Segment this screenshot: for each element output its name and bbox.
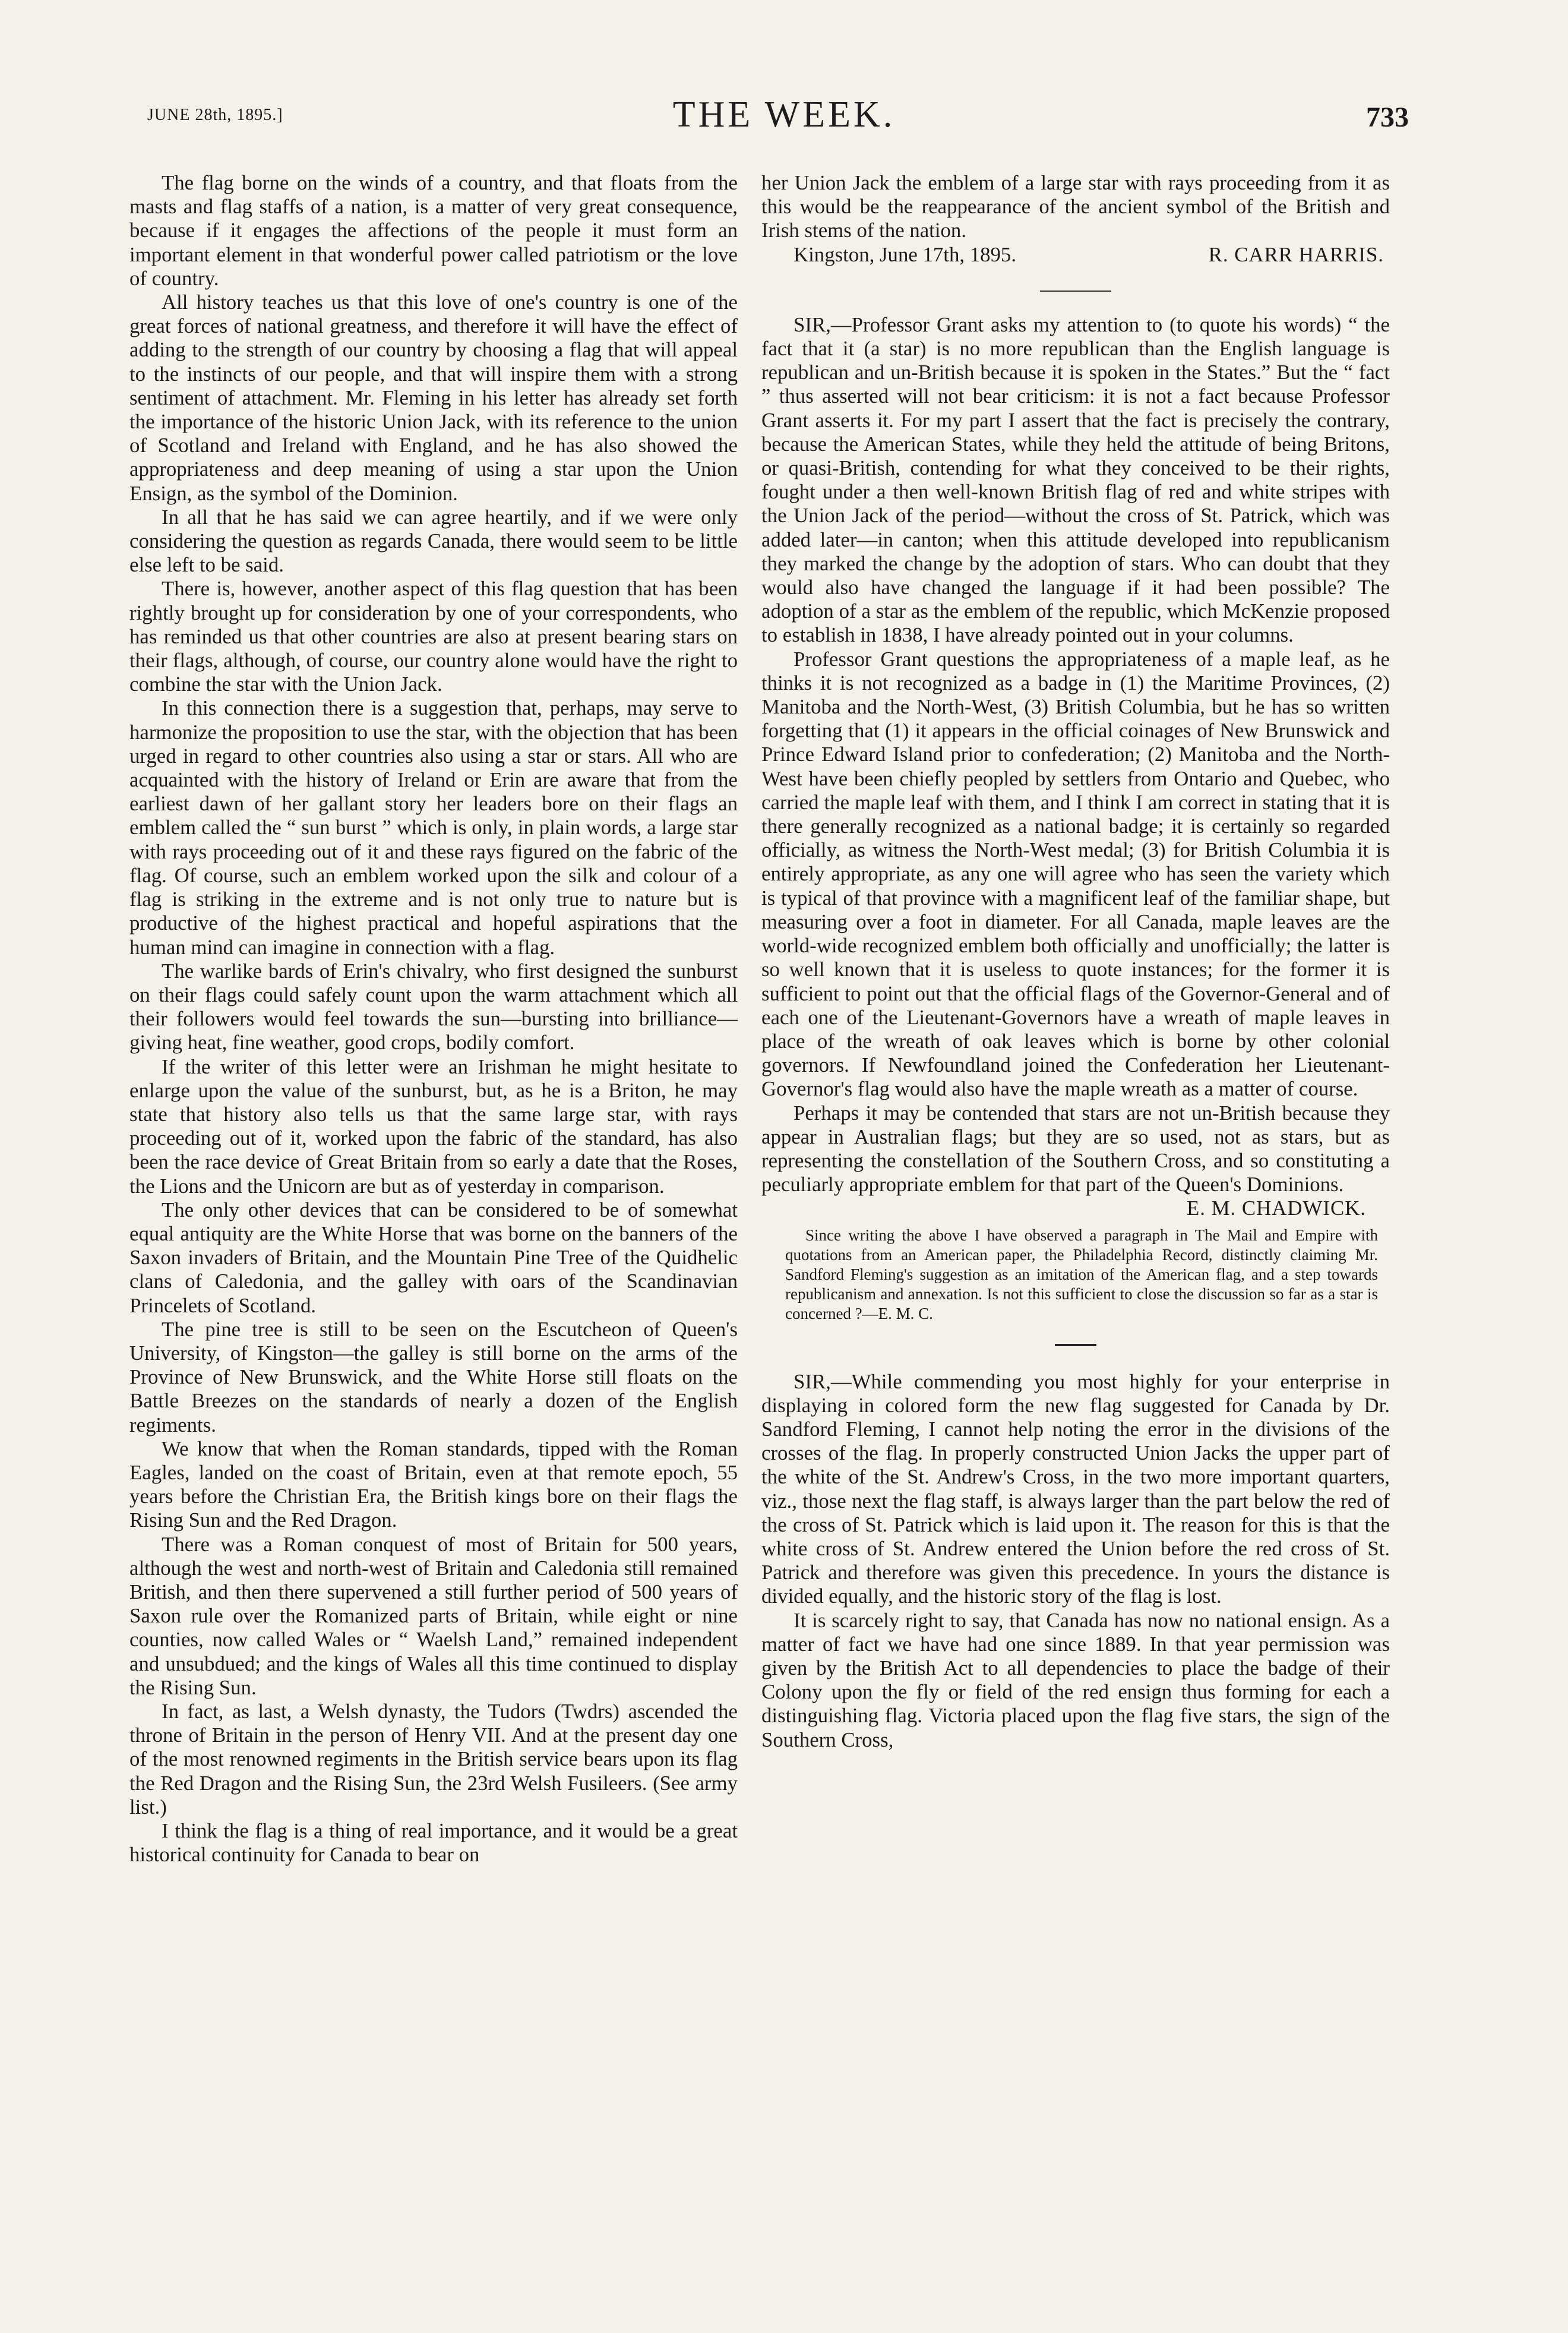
letter-signature: E. M. CHADWICK. [1186,1197,1366,1220]
paragraph: In this connection there is a suggestion that, perhaps, may serve to harmonize the proposition to use the star, with the objection that has been urged in regard to other countries also using a star or stars. All who are acquainted with the history of Ireland or Erin are aware that from the earliest dawn of her gallant story her leaders bore on their flags an emblem called the “ sun burst ” which is only, in plain words, a large star with rays proceeding out of it and these rays figured on the fabric of the flag. Of course, such an emblem worked upon the silk and colour of a flag is striking in the extreme and is not only true to nature but is productive of the highest practical and hopeful aspirations that the human mind can imagine in connection with a flag. [129,696,738,959]
letter-paragraph: SIR,—While commending you most highly for your enterprise in displaying in colored form the new flag suggested for Canada by Dr. Sandford Fleming, I cannot help noting the error in the divisions of the crosses of the flag. In properly constructed Union Jacks the upper part of the white of the St. Andrew's Cross, in the two more important quarters, viz., those next the flag staff, is always larger than the part below the red of the cross of St. Patrick which is laid upon it. The reason for this is that the white cross of St. Andrew entered the Union before the red cross of St. Patrick and therefore was given this precedence. In yours the distance is divided equally, and the historic story of the flag is lost. [761,1369,1390,1608]
paragraph: There is, however, another aspect of this flag question that has been rightly brought up for consideration by one of your correspondents, who has reminded us that other countries are also at present bearing stars on their flags, although, of course, our country alone would have the right to combine the star with the Union Jack. [129,577,738,696]
page-number: 733 [1366,102,1409,133]
postscript-text: Since writing the above I have observed a paragraph in The Mail and Empire with quotations from an American paper, the Philadelphia Record, distinctly claiming Mr. Sandford Fleming's suggestion as an imitation of the American flag, and a step towards republicanism and annexation. Is not this sufficient to close the discussion so far as a star is concerned ?—E. M. C. [785,1226,1378,1322]
paragraph: The warlike bards of Erin's chivalry, who first designed the sunburst on their flags could safely count upon the warm attachment which all their followers would feel towards the sun—bursting into brilliance—giving heat, fine weather, good crops, bodily comfort. [129,959,738,1055]
letter-signoff [761,243,1390,267]
paragraph: There was a Roman conquest of most of Britain for 500 years, although the west and north-west of Britain and Caledonia still remained British, and then there supervened a still further period of 500 years of Saxon rule over the Romanized parts of Britain, while eight or nine counties, now called Wales or “ Waelsh Land,” remained independent and unsubdued; and the kings of Wales all this time continued to display the Rising Sun. [129,1532,738,1699]
letter-place-date: Kingston, June 17th, 1895. [794,242,1017,266]
issue-date: JUNE 28th, 1895.] [147,106,283,124]
postscript-note [761,1221,1390,1324]
letter-paragraph: SIR,—Professor Grant asks my attention to (to quote his words) “ the fact that it (a star) is no more republican than the English language is republican and un-British because it is spoken in the States.” But the “ fact ” thus asserted will not bear criticism: it is not a fact because Professor Grant asserts it. For my part I assert that the fact is precisely the contrary, because the American States, while they held the attitude of being Britons, or quasi-British, contending for what they conceived to be their rights, fought under a then well-known British flag of red and white stripes with the Union Jack of the period—without the cross of St. Patrick, which was added later—in canton; when this attitude developed into republicanism they marked the change by the adoption of stars. Who can doubt that they would also have changed the language if it had been possible? The adoption of a star as the emblem of the republic, which McKenzie proposed to establish in 1838, I have already pointed out in your columns. [761,312,1390,647]
paragraph: I think the flag is a thing of real importance, and it would be a great historical continuity for Canada to bear on [129,1819,738,1867]
continuation-paragraph: her Union Jack the emblem of a large star with rays proceeding from it as this would be the reappearance of the ancient symbol of the British and Irish stems of the nation. [761,171,1390,242]
letter-paragraph: It is scarcely right to say, that Canada has now no national ensign. As a matter of fact we have had one since 1889. In that year permission was given by the British Act to all dependencies to place the badge of their Colony upon the fly or field of the red ensign thus forming for each a distinguishing flag. Victoria placed upon the flag five stars, the sign of the Southern Cross, [761,1608,1390,1751]
paragraph: The only other devices that can be considered to be of somewhat equal antiquity are the White Horse that was borne on the banners of the Saxon invaders of Britain, and the Mountain Pine Tree of the Quidhelic clans of Caledonia, and the galley with oars of the Scandinavian Princelets of Scotland. [129,1198,738,1317]
paragraph: The flag borne on the winds of a country, and that floats from the masts and flag staffs of a nation, is a matter of very great consequence, because if it engages the affections of the people it must form an important element in that wonderful power called patriotism or the love of country. [129,171,738,290]
section-divider [1040,291,1111,292]
letter-paragraph: Perhaps it may be contended that stars are not un-British because they appear in Australian flags; but they are so used, not as stars, but as representing the constellation of the Southern Cross, and so constituting a peculiarly appropriate emblem for that part of the Queen's Dominions. [761,1101,1390,1197]
masthead-title: THE WEEK. [672,94,896,135]
paragraph: All history teaches us that this love of one's country is one of the great forces of national greatness, and therefore it will have the effect of adding to the strength of our country by choosing a flag that will appeal to the instincts of our people, and that will inspire them with a strong sentiment of attachment. Mr. Fleming in his letter has already set forth the importance of the historic Union Jack, with its reference to the union of Scotland and Ireland with England, and he has also showed the appropriateness and deep meaning of using a star upon the Union Ensign, as the symbol of the Dominion. [129,291,738,505]
paragraph: We know that when the Roman standards, tipped with the Roman Eagles, landed on the coast of Britain, even at that remote epoch, 55 years before the Christian Era, the British kings bore on their flags the Rising Sun and the Red Dragon. [129,1437,738,1532]
paragraph: If the writer of this letter were an Irishman he might hesitate to enlarge upon the value of the sunburst, but, as he is a Briton, he may state that history also tells us that the same large star, with rays proceeding out of it, worked upon the fabric of the standard, has also been the race device of Great Britain from so early a date that the Roses, the Lions and the Unicorn are but as of yesterday in comparison. [129,1055,738,1198]
left-column [129,171,738,1867]
right-column [761,171,1390,1752]
letter-signature: R. CARR HARRIS. [1208,242,1384,266]
paragraph: The pine tree is still to be seen on the Escutcheon of Queen's University, of Kingston—the galley is still borne on the arms of the Province of New Brunswick, and the White Horse still floats on the Battle Breezes on the standards of nearly a dozen of the English regiments. [129,1317,738,1437]
letter-paragraph: Professor Grant questions the appropriateness of a maple leaf, as he thinks it is not recognized as a badge in (1) the Maritime Provinces, (2) Manitoba and the North-West, (3) British Columbia, but he has so written forgetting that (1) it appears in the official coinages of New Brunswick and Prince Edward Island prior to confederation; (2) Manitoba and the North-West have been chiefly peopled by settlers from Ontario and Quebec, who carried the maple leaf with them, and I think I am correct in stating that it is there generally recognized as a national badge; it is certainly so regarded officially, as witness the North-West medal; (3) for British Columbia it is entirely appropriate, as any one will agree who has seen the variety which is typical of that province with a magnificent leaf of the familiar shape, but measuring over a foot in diameter. For all Canada, maple leaves are the world-wide recognized emblem both officially and unofficially; the latter is so well known that it is useless to quote instances; for the former it is sufficient to point out that the official flags of the Governor-General and of each one of the Lieutenant-Governors have a wreath of maple leaves in place of the wreath of oak leaves which is borne by other colonial governors. If Newfoundland joined the Confederation her Lieutenant-Governor's flag would also have the maple wreath as a matter of course. [761,647,1390,1101]
paragraph: In all that he has said we can agree heartily, and if we were only considering the question as regards Canada, there would seem to be little else left to be said. [129,505,738,577]
section-divider [1055,1344,1096,1346]
paragraph: In fact, as last, a Welsh dynasty, the Tudors (Twdrs) ascended the throne of Britain in the person of Henry VII. And at the present day one of the most renowned regiments in the British service bears upon its flag the Red Dragon and the Rising Sun, the 23rd Welsh Fusileers. (See army list.) [129,1700,738,1819]
